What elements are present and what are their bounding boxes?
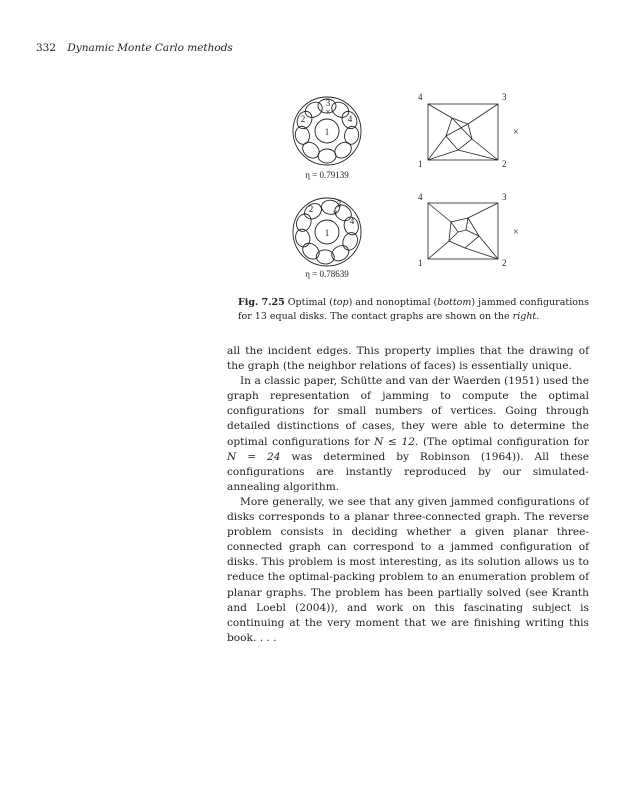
bottom-disk-label-1: 1 (324, 228, 330, 238)
paragraph-2 (227, 374, 589, 495)
top-graph-corner-3: 3 (502, 92, 507, 102)
top-eta-label: η = 0.79139 (305, 170, 349, 180)
caption-text-b: ) and nonoptimal ( (348, 297, 438, 308)
body-text (227, 344, 589, 646)
chapter-title: Dynamic Monte Carlo methods (67, 42, 233, 54)
top-graph-cross-mark: × (513, 127, 519, 138)
math-n-le-12: N ≤ 12 (374, 435, 415, 448)
bottom-graph-corner-1: 1 (418, 258, 423, 268)
bottom-disk-label-4: 4 (349, 216, 355, 226)
top-cross-mark: × (325, 107, 331, 117)
figure-caption (238, 296, 598, 324)
caption-bottom-word: bottom (437, 297, 472, 308)
bottom-cross-mark: × (332, 208, 338, 218)
top-graph-corner-4: 4 (418, 92, 423, 102)
caption-text-c: ) jammed configurations for 13 equal disks. The contact graphs are shown on the (238, 297, 589, 322)
figure-label: Fig. 7.25 (238, 297, 285, 308)
bottom-eta-label: η = 0.78639 (305, 269, 349, 279)
caption-right-word: right (512, 311, 537, 322)
caption-text-d: . (536, 311, 540, 322)
paragraph-2-part-a: In a classic paper, Schütte and van der Waerden (1951) used the graph representation of jamming to compute the optimal configurations for small numbers of vertices. Going through detailed distinctions of cases, they were able to determine the optimal configurations for (227, 375, 589, 448)
top-graph-corner-1: 1 (418, 159, 423, 169)
top-contact-graph (428, 104, 498, 160)
paragraph-2-part-b: . (The optimal configuration for (415, 435, 589, 448)
bottom-contact-graph (428, 203, 498, 259)
math-n-eq-24: N = 24 (227, 450, 281, 463)
page-number: 332 (36, 42, 57, 54)
bottom-graph-corner-3: 3 (502, 192, 507, 202)
paragraph-3: More generally, we see that any given jammed configurations of disks corresponds to a planar three-connected graph. The reverse problem consists in deciding whether a given planar three-connected graph can correspond to a jammed configuration of disks. This problem is most interesting, as its solution allows us to reduce the optimal-packing problem to an enumeration problem of planar graphs. The problem has been partially solved (see Kranth and Loebl (2004)), and work on this fascinating subject is continuing at the very moment that we are finishing writing this book. . . . (227, 495, 589, 644)
paragraph-2-part-c: was determined by Robinson (1964)). All these configurations are instantly reproduced by our simulated-annealing algorithm. (227, 450, 589, 493)
bottom-graph-corner-4: 4 (418, 192, 423, 202)
bottom-disk-label-3: 3 (336, 199, 342, 209)
top-disk-label-3: 3 (325, 98, 331, 108)
bottom-disk-label-2: 2 (308, 204, 314, 214)
caption-top-word: top (332, 297, 349, 308)
top-disk-label-4: 4 (347, 114, 353, 124)
top-disk-label-1: 1 (324, 127, 330, 137)
top-graph-corner-2: 2 (502, 159, 507, 169)
paragraph-1: all the incident edges. This property implies that the drawing of the graph (the neighbor relations of faces) is essentially unique. (227, 345, 589, 373)
figure-7-25 (0, 0, 631, 300)
caption-text-a: Optimal ( (284, 297, 333, 308)
bottom-graph-cross-mark: × (513, 227, 519, 238)
top-disk-label-2: 2 (300, 114, 306, 124)
bottom-graph-corner-2: 2 (502, 258, 507, 268)
